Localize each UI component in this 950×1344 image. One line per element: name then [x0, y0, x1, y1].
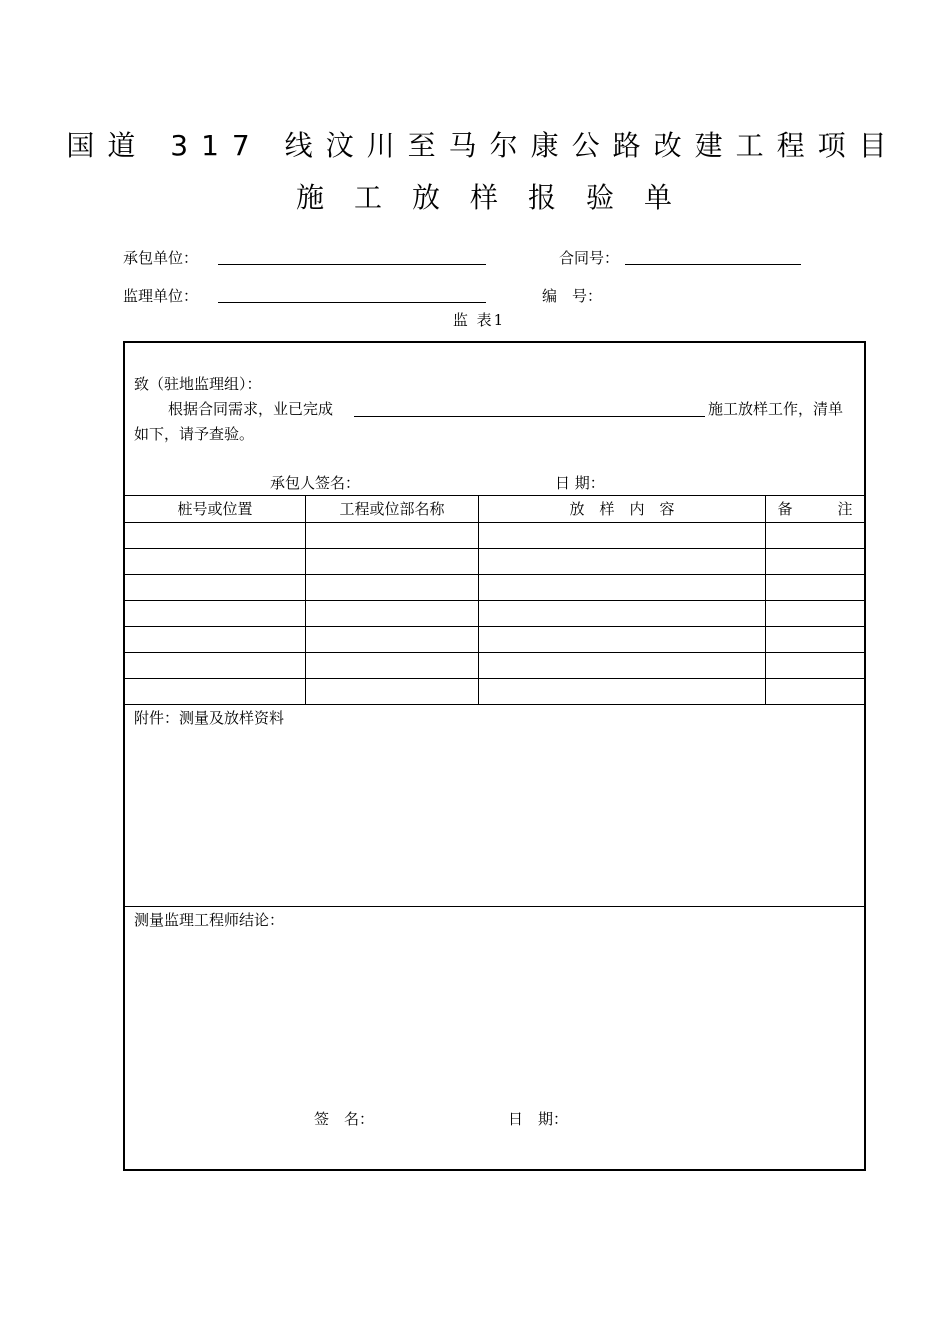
- form-box: [123, 341, 866, 1171]
- request-body-prefix: 根据合同需求，业已完成: [168, 400, 334, 418]
- form-code: 监 表1: [452, 311, 506, 329]
- supervisor-field[interactable]: [218, 302, 486, 303]
- contractor-label: 承包单位：: [123, 249, 199, 267]
- column-divider: [765, 495, 766, 704]
- document-title: 国道 317 线汶川至马尔康公路改建工程项目: [66, 129, 900, 162]
- table-row: [125, 548, 864, 549]
- column-header-station: 桩号或位置: [177, 500, 253, 518]
- request-body-suffix: 施工放样工作，清单: [708, 400, 844, 418]
- column-divider: [305, 495, 306, 704]
- table-row: [125, 626, 864, 627]
- column-header-work-name: 工程或位部名称: [339, 500, 445, 518]
- table-row: [125, 678, 864, 679]
- addressee: 致（驻地监理组）：: [134, 375, 262, 393]
- table-row: [125, 600, 864, 601]
- contractor-signature-label: 承包人签名：: [270, 474, 361, 492]
- engineer-signature-label: 签 名：: [314, 1110, 375, 1128]
- table-bottom-border: [125, 704, 864, 705]
- contract-no-field[interactable]: [625, 264, 801, 265]
- table-row: [125, 522, 864, 523]
- table-row: [125, 574, 864, 575]
- conclusion-label: 测量监理工程师结论：: [134, 911, 285, 929]
- contract-no-label: 合同号：: [559, 249, 620, 267]
- number-label: 编 号：: [542, 287, 603, 305]
- table-row: [125, 652, 864, 653]
- request-body-line2: 如下，请予查验。: [134, 425, 255, 443]
- work-completed-field[interactable]: [354, 416, 705, 417]
- attachment-label: 附件：测量及放样资料: [134, 709, 285, 727]
- conclusion-date-label: 日 期：: [508, 1110, 569, 1128]
- column-divider: [478, 495, 479, 704]
- section-divider: [125, 906, 864, 907]
- contractor-field[interactable]: [218, 264, 486, 265]
- column-header-remarks: 备 注: [777, 500, 853, 518]
- supervisor-label: 监理单位：: [123, 287, 199, 305]
- column-header-setout-content: 放 样 内 容: [569, 500, 675, 518]
- request-date-label: 日 期：: [555, 474, 605, 492]
- document-subtitle: 施工放样报验单: [295, 181, 702, 214]
